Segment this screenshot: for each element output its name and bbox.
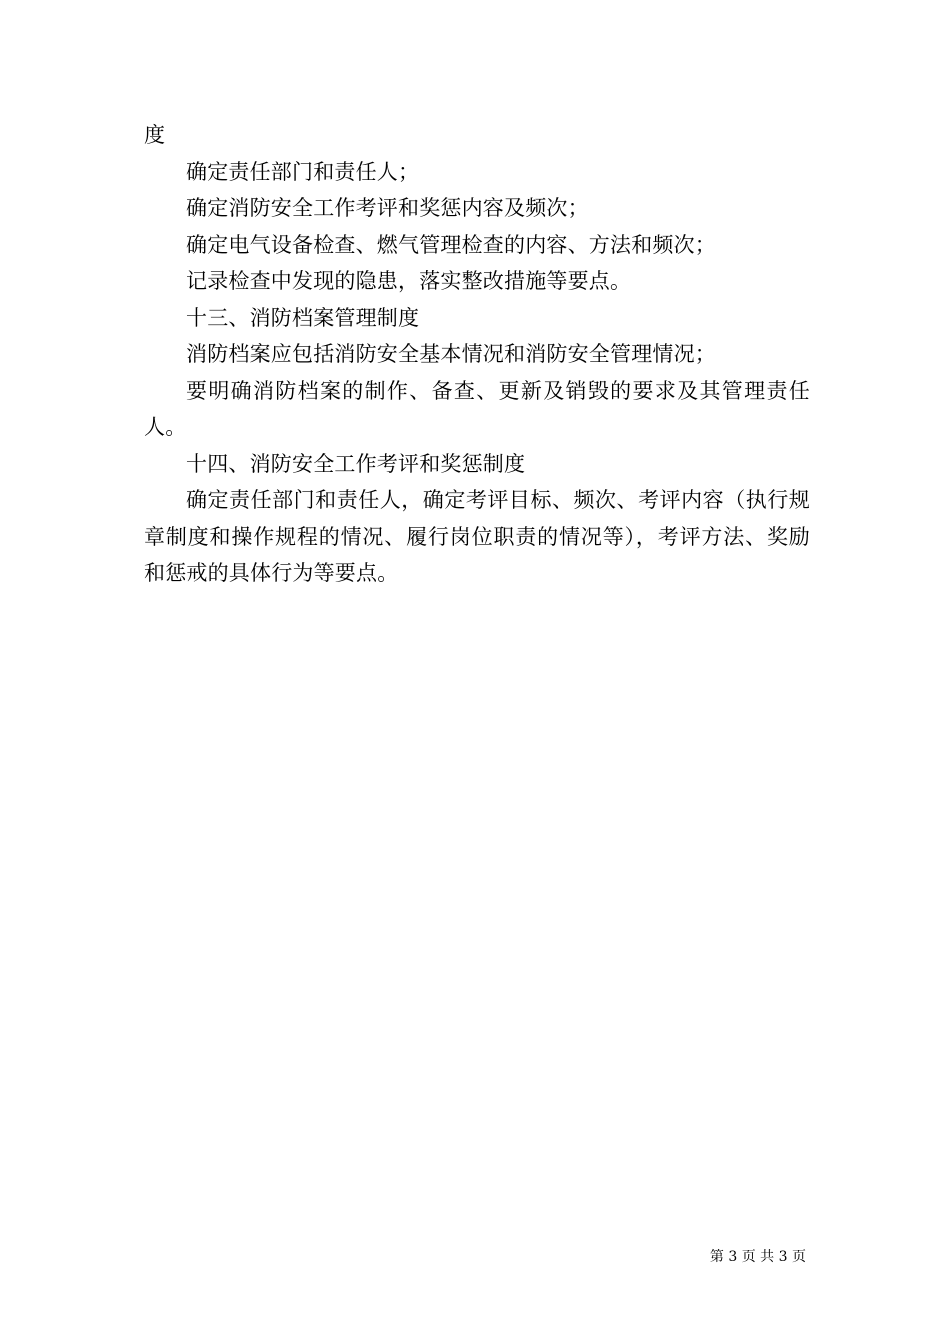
paragraph-archive-scope: 消防档案应包括消防安全基本情况和消防安全管理情况； [186,342,716,366]
paragraph-inspection-content: 确定电气设备检查、燃气管理检查的内容、方法和频次； [186,232,716,257]
document-body [144,117,810,592]
paragraph-hazard-record: 记录检查中发现的隐患，落实整改措施等要点。 [186,269,632,293]
paragraph-continuation: 度 [144,123,166,147]
paragraph-archive-requirements: 要明确消防档案的制作、备查、更新及销毁的要求及其管理责任人。 [144,378,810,439]
section-heading-14: 十四、消防安全工作考评和奖惩制度 [186,451,526,476]
section-heading-13: 十三、消防档案管理制度 [186,305,420,330]
paragraph-evaluation-content: 确定消防安全工作考评和奖惩内容及频次； [186,196,589,220]
paragraph-evaluation-rules: 确定责任部门和责任人，确定考评目标、频次、考评内容（执行规章制度和操作规程的情况、履行岗位职责的情况等），考评方法、奖励和惩戒的具体行为等要点。 [144,488,810,585]
page-number-footer: 第 3 页 共 3 页 [709,1249,806,1265]
paragraph-responsibility: 确定责任部门和责任人； [186,159,420,184]
